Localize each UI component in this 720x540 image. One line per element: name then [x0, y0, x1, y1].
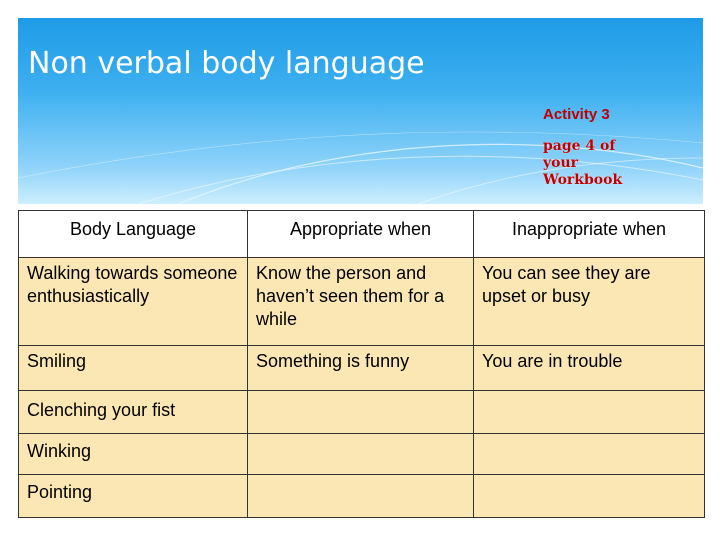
cell-inappropriate [474, 434, 705, 475]
table-header-row [19, 211, 705, 258]
cell-body-language: Smiling [19, 346, 248, 391]
cell-appropriate [248, 475, 474, 518]
header-inappropriate-when: Inappropriate when [474, 211, 705, 258]
table-row [19, 391, 705, 434]
cell-appropriate: Know the person and haven’t seen them for a while [248, 258, 474, 346]
table-row [19, 346, 705, 391]
body-language-table [18, 210, 705, 518]
table-row [19, 434, 705, 475]
cell-appropriate: Something is funny [248, 346, 474, 391]
cell-body-language: Walking towards someone enthusiastically [19, 258, 248, 346]
cell-inappropriate: You can see they are upset or busy [474, 258, 705, 346]
cell-body-language: Pointing [19, 475, 248, 518]
table-row [19, 475, 705, 518]
cell-appropriate [248, 434, 474, 475]
cell-inappropriate: You are in trouble [474, 346, 705, 391]
cell-appropriate [248, 391, 474, 434]
cell-inappropriate [474, 391, 705, 434]
cell-body-language: Winking [19, 434, 248, 475]
header-appropriate-when: Appropriate when [248, 211, 474, 258]
workbook-reference: page 4 of your Workbook [543, 138, 623, 188]
activity-label: Activity 3 [543, 106, 610, 123]
cell-body-language: Clenching your fist [19, 391, 248, 434]
page-title: Non verbal body language [28, 46, 425, 81]
cell-inappropriate [474, 475, 705, 518]
title-banner [18, 18, 703, 204]
table-row [19, 258, 705, 346]
header-body-language: Body Language [19, 211, 248, 258]
